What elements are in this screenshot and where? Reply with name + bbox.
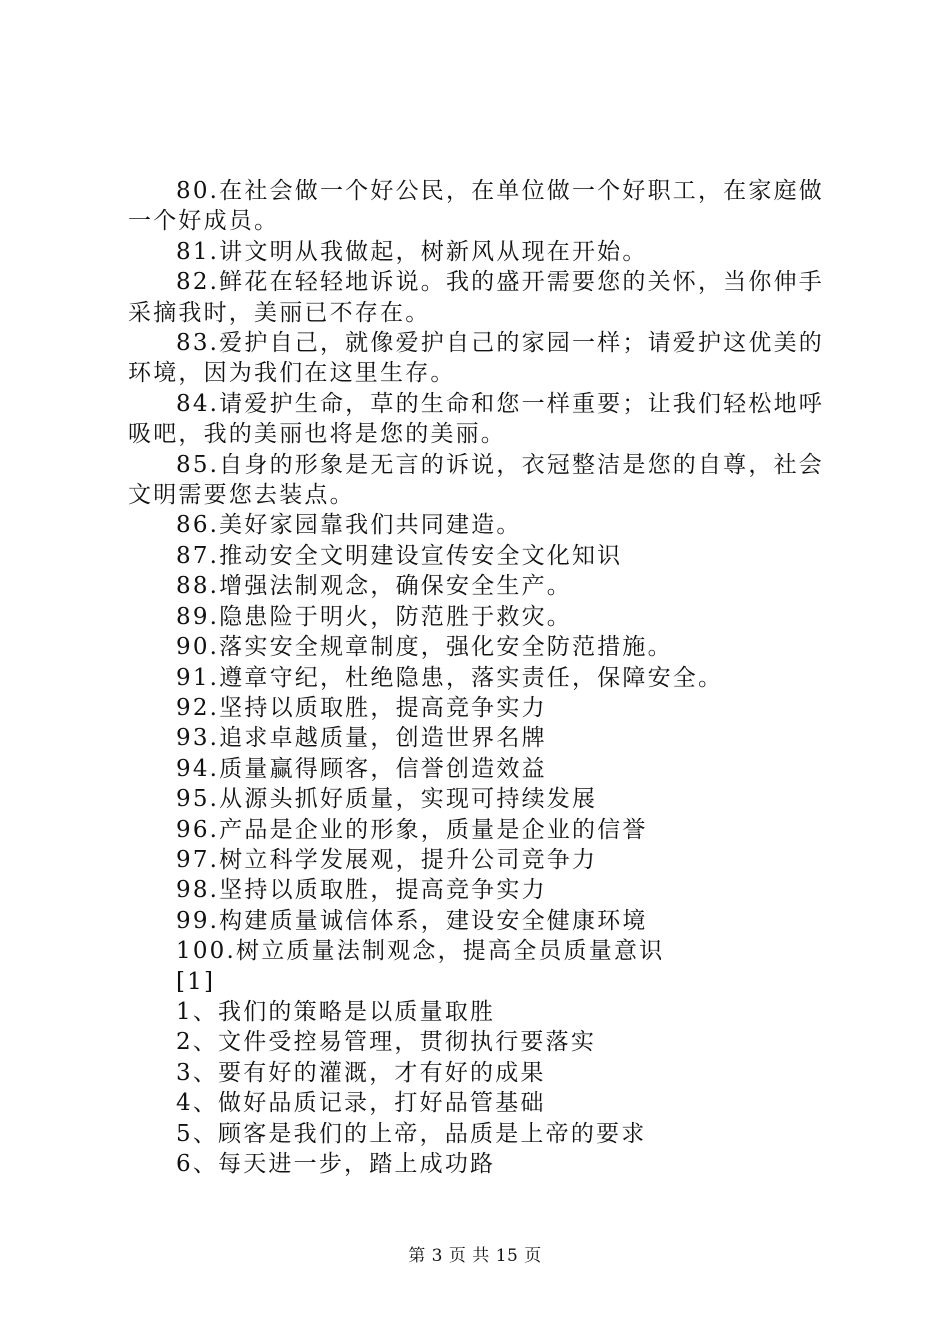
paragraph-96: 96.产品是企业的形象，质量是企业的信誉 xyxy=(176,816,648,843)
paragraph-94: 94.质量赢得顾客，信誉创造效益 xyxy=(176,755,547,782)
paragraph-89: 89.隐患险于明火，防范胜于救灾。 xyxy=(176,603,572,630)
paragraph-100: 100.树立质量法制观念，提高全员质量意识 xyxy=(176,938,665,965)
list-item-5: 5、顾客是我们的上帝，品质是上帝的要求 xyxy=(176,1120,647,1147)
list-item-6: 6、每天进一步，踏上成功路 xyxy=(176,1151,496,1177)
list-item-4: 4、做好品质记录，打好品管基础 xyxy=(176,1090,546,1117)
paragraph-88: 88.增强法制观念，确保安全生产。 xyxy=(176,573,572,600)
paragraph-93: 93.追求卓越质量，创造世界名牌 xyxy=(176,725,547,752)
page-number-label: 第 3 页 共 15 页 xyxy=(408,1246,542,1266)
paragraph-84: 84.请爱护生命，草的生命和您一样重要；让我们轻松地呼吸吧，我的美丽也将是您的美丽。 xyxy=(128,390,824,448)
document-body xyxy=(128,176,833,1179)
reference-marker: [1] xyxy=(176,968,216,995)
paragraph-99: 99.构建质量诚信体系，建设安全健康环境 xyxy=(176,907,648,934)
paragraph-85: 85.自身的形象是无言的诉说，衣冠整洁是您的自尊，社会文明需要您去装点。 xyxy=(128,451,824,509)
paragraph-81: 81.讲文明从我做起，树新风从现在开始。 xyxy=(176,238,648,265)
paragraph-92: 92.坚持以质取胜，提高竞争实力 xyxy=(176,694,547,721)
paragraph-82: 82.鲜花在轻轻地诉说。我的盛开需要您的关怀，当你伸手采摘我时，美丽已不存在。 xyxy=(128,269,824,326)
paragraph-87: 87.推动安全文明建设宣传安全文化知识 xyxy=(176,542,623,569)
paragraph-98: 98.坚持以质取胜，提高竞争实力 xyxy=(176,877,547,904)
paragraph-80: 80.在社会做一个好公民，在单位做一个好职工，在家庭做一个好成员。 xyxy=(128,178,824,235)
paragraph-86: 86.美好家园靠我们共同建造。 xyxy=(176,512,522,539)
paragraph-83: 83.爱护自己，就像爱护自己的家园一样；请爱护这优美的环境，因为我们在这里生存。 xyxy=(128,330,824,387)
paragraph-91: 91.遵章守纪，杜绝隐患，落实责任，保障安全。 xyxy=(176,664,724,691)
list-item-1: 1、我们的策略是以质量取胜 xyxy=(176,998,496,1025)
page-footer xyxy=(0,1241,950,1266)
paragraph-90: 90.落实安全规章制度，强化安全防范措施。 xyxy=(176,634,673,661)
paragraph-97: 97.树立科学发展观，提升公司竞争力 xyxy=(176,846,598,873)
paragraph-95: 95.从源头抓好质量，实现可持续发展 xyxy=(176,786,598,813)
list-item-2: 2、文件受控易管理，贯彻执行要落实 xyxy=(176,1029,597,1056)
list-item-3: 3、要有好的灌溉，才有好的成果 xyxy=(176,1059,546,1086)
